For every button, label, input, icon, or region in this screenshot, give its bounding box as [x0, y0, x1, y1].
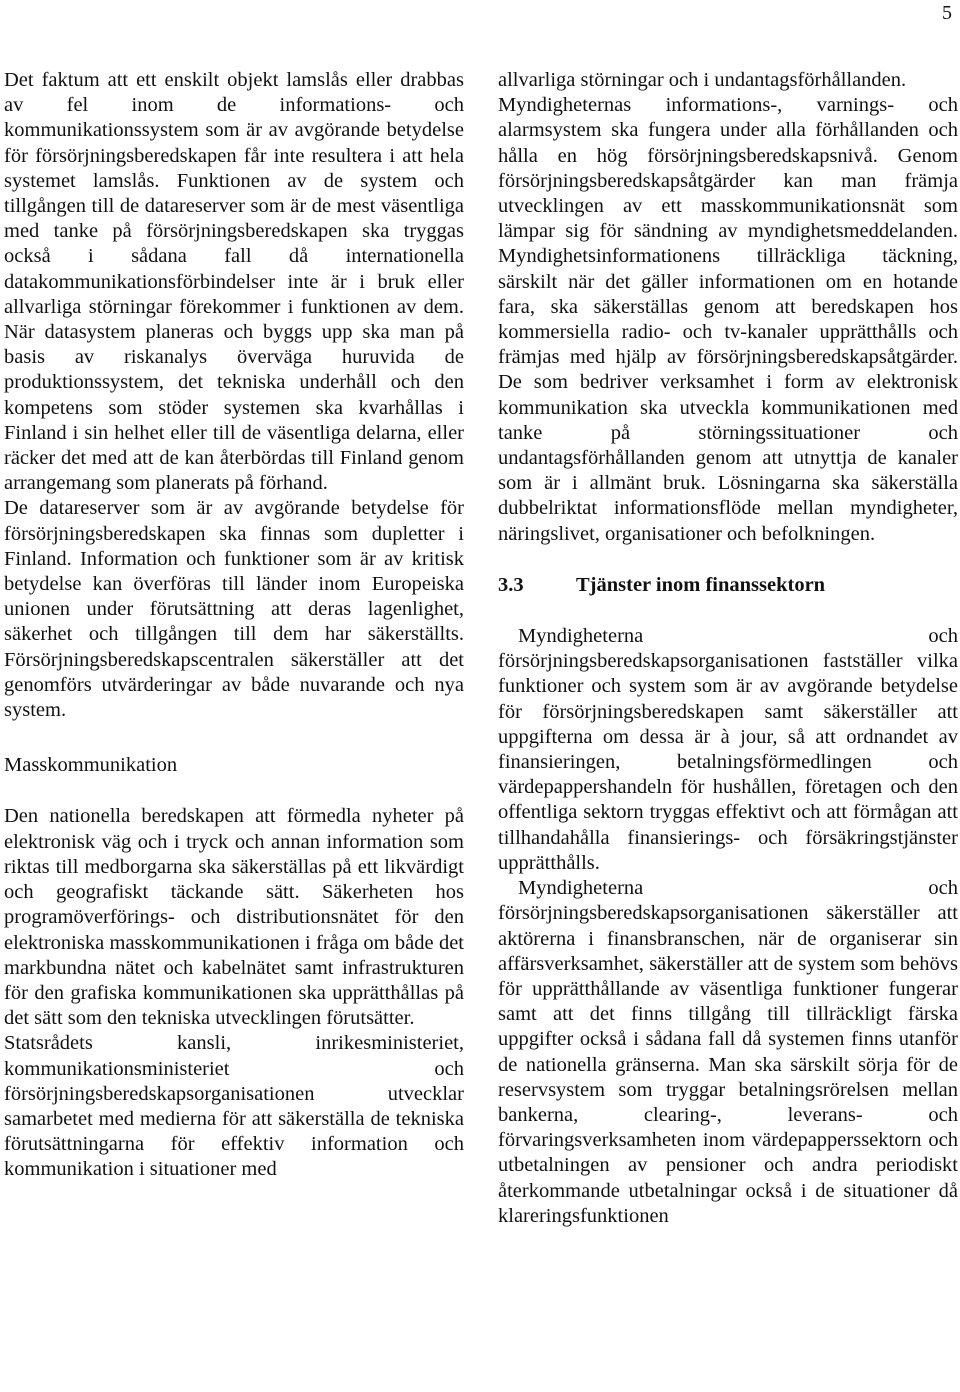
- paragraph-national-readiness: Den nationella beredskapen att förmedla nyheter på elektronisk väg och i tryck och annan information som riktas till medborgarna ska säkerställas på ett likvärdigt och geografiskt täckande sätt. Säkerheten hos programöverförings- och distributionsnätet för den elektroniska masskommunikationen i fråga om både det markbundna nätet och kabelnätet samt infrastrukturen för den grafiska kommunikationen ska upprätthållas på det sätt som den tekniska utvecklingen förutsätter.: [4, 805, 464, 1030]
- section-heading: [498, 573, 958, 598]
- section-number: 3.3: [498, 573, 524, 596]
- paragraph-finance-actors: Myndigheterna och försörjningsberedskapsorganisationen säkerställer att aktörerna i finansbranschen, när de organiserar sin affärsverksamhet, säkerställer att de system som behövs för upprätthållande av väsentliga funktioner fungerar samt att det finns tillgång till tillräckligt färska uppgifter också i sådana fall då systemen finns utanför de nationella gränserna. Man ska särskilt sörja för de reservsystem som tryggar betalningsrörelsen mellan bankerna, clearing-, leverans- och förvaringsverksamheten inom värdepapperssektorn och utbetalningen av pensioner och andra periodiskt återkommande utbetalningar också i de situationer då klareringsfunktionen: [498, 877, 958, 1227]
- right-column: [498, 68, 958, 1229]
- paragraph-warning-systems: Myndigheternas informations-, varnings- och alarmsystem ska fungera under alla förhållanden och hålla en hög försörjningsberedskapsnivå. Genom försörjningsberedskapsåtgärder kan man främja utvecklingen av ett masskommunikationsnät som lämpar sig för sändning av myndighetsmeddelanden. Myndighetsinformationens tillräckliga täckning, särskilt när det gäller informationen om en hotande fara, ska säkerställas genom att beredskapen hos kommersiella radio- och tv-kanaler upprätthålls och främjas med hjälp av försörjningsberedskapsåtgärder. De som bedriver verksamhet i form av elektronisk kommunikation ska utveckla kommunikationen med tanke på störningssituationer och undantagsförhållanden genom att utnyttja de kanaler som är i allmänt bruk. Lösningarna ska säkerställa dubbelriktat informationsflöde mellan myndigheter, näringslivet, organisationer och befolkningen.: [498, 94, 958, 545]
- paragraph-data-systems: Det faktum att ett enskilt objekt lamslås eller drabbas av fel inom de informations- och kommunikationssystem som är av avgörande betydelse för försörjningsberedskapen får inte resultera i att hela systemet lamslås. Funktionen av de system och tillgången till de datareserver som är de mest väsentliga med tanke på försörjningsberedskapen ska tryggas också i sådana fall då internationella datakommunikationsförbindelser inte är i bruk eller allvarliga störningar förekommer i funktionen av dem. När datasystem planeras och byggs upp ska man på basis av riskanalys överväga huruvida de produktionssystem, det tekniska underhåll och den kompetens som stöder systemen ska kvarhållas i Finland i sin helhet eller till de väsentliga delarna, eller räcker det med att de kan återbördas till Finland genom arrangemang som planerats på förhand.: [4, 69, 464, 495]
- subheading-masskommunikation: Masskommunikation: [4, 754, 178, 777]
- paragraph-continuation: allvarliga störningar och i undantagsförhållanden.: [498, 69, 907, 91]
- section-title: Tjänster inom finanssektorn: [576, 573, 826, 596]
- paragraph-finance-functions: Myndigheterna och försörjningsberedskapsorganisationen fastställer vilka funktioner och system som är av avgörande betydelse för försörjningsberedskapen samt säkerställer att uppgifterna om dessa är à jour, så att ordnandet av finansieringen, betalningsförmedlingen och värdepappershandeln för hushållen, företagen och den offentliga sektorn tryggas effektivt och att förmågan att tillhandahålla finansierings- och försäkringstjänster upprätthålls.: [498, 625, 958, 874]
- paragraph-data-reserves: De datareserver som är av avgörande betydelse för försörjningsberedskapen ska finnas som dupletter i Finland. Information och funktioner som är av kritisk betydelse kan överföras till länder inom Europeiska unionen under förutsättning att deras lagenlighet, säkerhet och tillgången till dem har säkerställts. Försörjningsberedskapscentralen säkerställer att det genomförs utvärderingar av både nuvarande och nya system.: [4, 497, 464, 722]
- paragraph-cooperation-media: Statsrådets kansli, inrikesministeriet, kommunikationsministeriet och försörjningsberedskapsorganisationen utvecklar samarbetet med medierna för att säkerställa de tekniska förutsättningarna för effektiv information och kommunikation i situationer med: [4, 1032, 464, 1181]
- left-column: [4, 68, 464, 1183]
- page-number: 5: [942, 2, 952, 24]
